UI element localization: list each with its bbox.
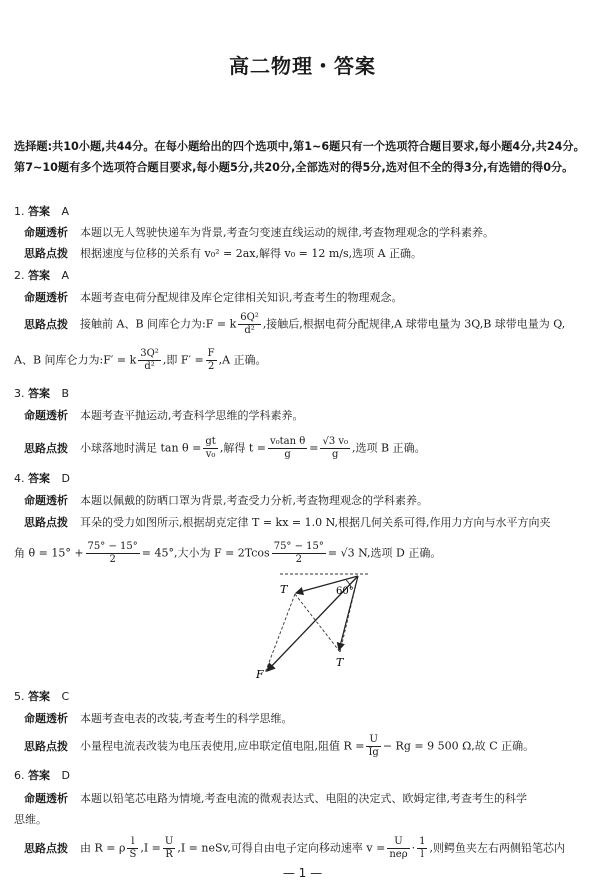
q4-hint-text-d: = √3 N,选项 D 正确。 [327,546,442,560]
q2-answer-value: A [61,269,70,282]
q6-hint [24,836,565,861]
q2-hint-text-e: ,A 正确。 [218,353,267,367]
q4-answer-value: D [61,472,70,485]
q3-hint [24,436,426,461]
frac-numerator: U [164,836,174,847]
q2-answer-line [14,267,69,283]
q4-hint-text-c: = 45°,大小为 F = 2Tcos [141,546,270,560]
q4-frac-1 [86,541,140,566]
q5-answer-label: 答案 [28,690,50,703]
q6-answer-line [14,767,70,783]
frac-numerator: gt [205,436,216,447]
frac-numerator: √3 v₀ [322,436,349,447]
q4-hint-cont [14,541,441,566]
q3-frac-2 [268,436,307,461]
q5-intent [24,710,293,726]
frac-denominator: 2 [207,361,215,372]
hint-label: 思路点拨 [24,441,68,455]
q3-frac-1 [203,436,217,461]
q2-hint-text-c: A、B 间库仑力为:F′ = k [14,353,137,367]
q3-hint-text-a: 小球落地时满足 tan θ = [80,441,202,455]
frac-numerator: 75° − 15° [273,541,324,552]
label-angle: 60° [336,586,354,597]
q1-hint [24,245,422,261]
frac-denominator: 2 [295,554,302,565]
q4-intent-text: 本题以佩戴的防晒口罩为背景,考查受力分析,考查物理观念的学科素养。 [80,494,428,507]
q6-frac-1 [127,836,138,861]
q3-intent [24,407,304,423]
intent-label: 命题透析 [24,792,68,805]
q2-answer-label: 答案 [28,269,50,282]
intent-label: 命题透析 [24,226,68,239]
q6-hint-text-c: ,I = neSv,可得自由电子定向移动速率 v = [177,841,386,855]
frac-numerator: U [366,734,380,747]
q6-frac-4 [417,836,427,861]
q6-hint-text-d: · [411,841,416,855]
q2-hint-text-d: ,即 F′ = [162,353,204,367]
frac-denominator: l [420,849,424,860]
q5-hint-text-a: 小量程电流表改装为电压表使用,应串联定值电阻,阻值 R = [80,739,365,753]
intent-label: 命题透析 [24,409,68,422]
q4-intent [24,492,428,508]
q6-answer-label: 答案 [28,769,50,782]
q6-intent [24,790,527,806]
frac-numerator: U [387,836,409,849]
q3-intent-text: 本题考查平抛运动,考查科学思维的学科素养。 [80,409,304,422]
q2-hint [24,312,565,337]
q3-answer-label: 答案 [28,387,50,400]
q4-answer-line [14,470,70,486]
q1-intent-text: 本题以无人驾驶快递车为背景,考查匀变速直线运动的规律,考查物理观念的学科素养。 [80,226,494,239]
frac-denominator: d² [244,325,255,336]
frac-denominator: g [332,449,339,460]
q5-frac-1 [366,734,380,759]
label-T-lower: T [336,656,344,669]
q1-answer-line [14,203,69,219]
q6-frac-3 [387,836,409,861]
frac-numerator: v₀tan θ [269,436,306,447]
frac-denominator: Ig [368,747,379,758]
q4-hint-text-a: 耳朵的受力如图所示,根据胡克定律 T = kx = 1.0 N,根据几何关系可得,作用力方向与水平方向夹 [80,516,551,529]
q2-frac-1 [238,312,261,337]
q6-hint-text-e: ,则鳄鱼夹左右两侧铅笔芯内 [429,841,565,855]
q2-frac-3 [206,348,217,373]
q3-frac-3 [320,436,350,461]
frac-numerator: l [127,836,138,849]
hint-label: 思路点拨 [24,516,68,529]
intent-label: 命题透析 [24,712,68,725]
section-instructions: 选择题:共10小题,共44分。在每小题给出的四个选项中,第1~6题只有一个选项符合题目要求,每小题4分,共24分。第7~10题有多个选项符合题目要求,每小题5分,共20分,全部选对的得5分,选对但不全的得3分,有选错的得0分。 [14,140,585,174]
q2-number: 2. [14,269,25,282]
q4-number: 4. [14,472,25,485]
q2-hint-cont [14,348,267,373]
label-T-upper: T [280,583,288,596]
q5-number: 5. [14,690,25,703]
frac-numerator: 1 [419,836,426,847]
intent-label: 命题透析 [24,291,68,304]
frac-numerator: 3Q² [140,348,159,359]
q6-intent-cont [14,811,47,827]
q6-hint-text-b: ,I = [140,841,161,855]
intent-label: 命题透析 [24,494,68,507]
frac-denominator: v₀ [205,449,216,460]
hint-label: 思路点拨 [24,841,68,855]
q6-frac-2 [163,836,175,861]
q3-hint-text-b: ,解得 t = [219,441,266,455]
frac-denominator: neρ [389,849,408,860]
q2-hint-text-b: ,接触后,根据电荷分配规律,A 球带电量为 3Q,B 球带电量为 Q, [262,317,566,331]
q3-number: 3. [14,387,25,400]
frac-denominator: d² [144,361,155,372]
q1-answer-label: 答案 [28,205,50,218]
q1-number: 1. [14,205,25,218]
q3-answer-value: B [61,387,70,400]
frac-numerator: F [207,348,215,359]
q4-hint [24,514,551,530]
parallelogram-edge [265,594,295,673]
q4-frac-2 [272,541,326,566]
q6-answer-value: D [61,769,70,782]
label-F: F [256,668,264,681]
frac-denominator: S [129,849,137,860]
q4-hint-text-b: 角 θ = 15° + [14,546,84,560]
frac-denominator: R [165,849,173,860]
q5-hint [24,734,534,759]
q5-hint-text-b: − Rg = 9 500 Ω,故 C 正确。 [382,739,535,753]
hint-label: 思路点拨 [24,739,68,753]
q6-number: 6. [14,769,25,782]
q1-hint-text: 根据速度与位移的关系有 v₀² = 2ax,解得 v₀ = 12 m/s,选项 A 正确。 [80,247,423,260]
q2-intent [24,289,403,305]
q5-answer-value: C [61,690,70,703]
frac-denominator: g [284,449,291,460]
frac-numerator: 75° − 15° [87,541,138,552]
hint-label: 思路点拨 [24,317,68,331]
q3-hint-text-d: ,选项 B 正确。 [352,441,426,455]
q4-answer-label: 答案 [28,472,50,485]
q1-intent [24,224,494,240]
q2-intent-text: 本题考查电荷分配规律及库仑定律相关知识,考查考生的物理观念。 [80,291,403,304]
page-number: — 1 — [282,866,323,880]
frac-numerator: 6Q² [240,312,259,323]
q2-frac-2 [138,348,161,373]
page-title: 高二物理・答案 [229,54,376,78]
q6-hint-text-a: 由 R = ρ [80,841,126,855]
q5-answer-line [14,688,69,704]
q5-intent-text: 本题考查电表的改装,考查考生的科学思维。 [80,712,293,725]
frac-denominator: 2 [109,554,116,565]
q6-intent-text-cont: 思维。 [14,813,47,826]
force-diagram [250,568,370,683]
q1-answer-value: A [61,205,70,218]
q3-hint-text-c: = [309,441,319,455]
hint-label: 思路点拨 [24,247,68,260]
q2-hint-text-a: 接触前 A、B 间库仑力为:F = k [80,317,237,331]
q6-intent-text: 本题以铅笔芯电路为情境,考查电流的微观表达式、电阻的决定式、欧姆定律,考查考生的科学 [80,792,527,805]
q3-answer-line [14,385,69,401]
